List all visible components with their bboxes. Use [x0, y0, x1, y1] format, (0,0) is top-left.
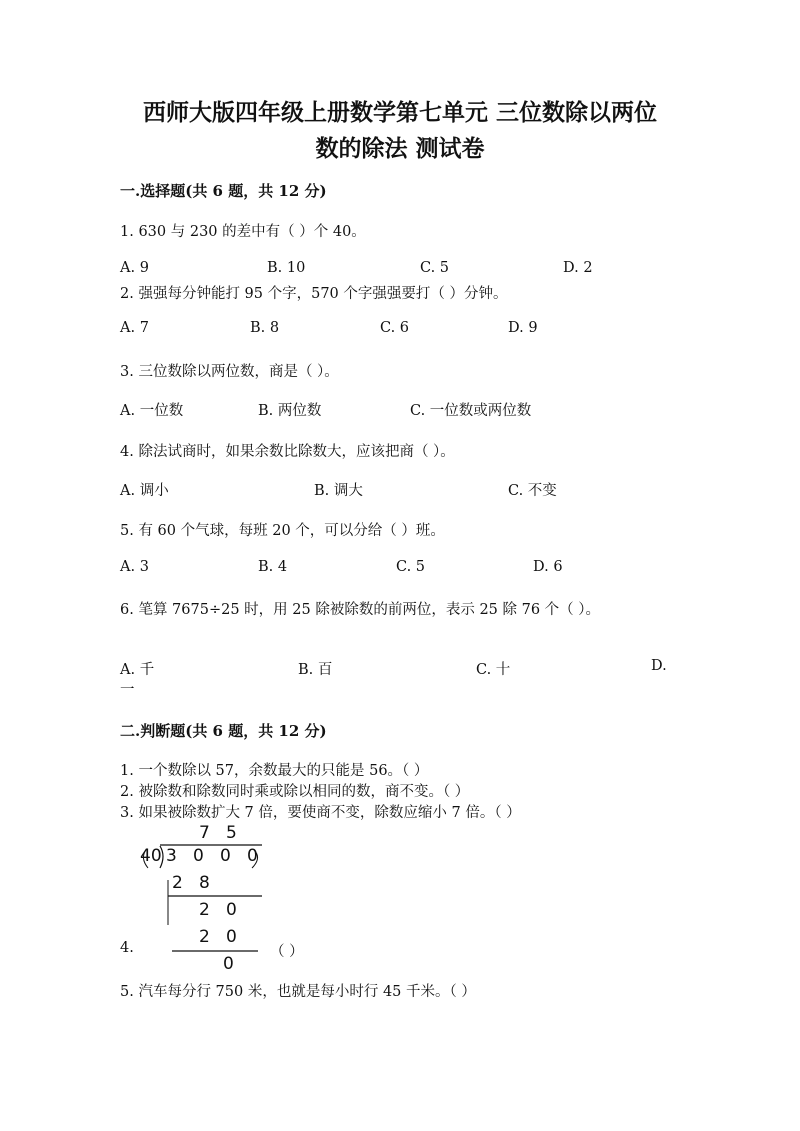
question-3: 3. 三位数除以两位数，商是（ ）。 — [120, 364, 339, 380]
q1-option-d[interactable]: D. 2 — [563, 260, 593, 276]
division-remainder: 0 — [223, 954, 234, 974]
q3-option-a[interactable]: A. 一位数 — [120, 403, 184, 419]
question-1: 1. 630 与 230 的差中有（ ）个 40。 — [120, 224, 366, 240]
q3-option-c[interactable]: C. 一位数或两位数 — [410, 403, 532, 419]
division-dividend-digit-2: 0 — [193, 846, 204, 866]
division-step1-digit-2: 8 — [199, 873, 210, 893]
q4-option-a[interactable]: A. 调小 — [120, 483, 169, 499]
judge-question-3: 3. 如果被除数扩大 7 倍，要使商不变，除数应缩小 7 倍。（ ） — [120, 805, 521, 821]
q6-option-d[interactable]: D. — [651, 658, 667, 674]
division-divisor: 40 — [140, 846, 162, 866]
question-6: 6. 笔算 7675÷25 时，用 25 除被除数的前两位，表示 25 除 76 个（ ）。 — [120, 602, 601, 618]
q1-option-b[interactable]: B. 10 — [267, 260, 306, 276]
q5-option-c[interactable]: C. 5 — [396, 559, 426, 575]
question-5: 5. 有 60 个气球，每班 20 个，可以分给（ ）班。 — [120, 523, 445, 539]
section-heading-choice: 一.选择题(共 6 题，共 12 分) — [120, 182, 327, 200]
q5-option-b[interactable]: B. 4 — [258, 559, 288, 575]
q2-option-b[interactable]: B. 8 — [250, 320, 280, 336]
division-step1-digit-1: 2 — [172, 873, 183, 893]
q2-option-d[interactable]: D. 9 — [508, 320, 538, 336]
q6-option-a[interactable]: A. 千 — [120, 662, 155, 678]
q5-option-a[interactable]: A. 3 — [120, 559, 149, 575]
q6-option-c[interactable]: C. 十 — [476, 662, 511, 678]
division-bracket-line — [160, 846, 163, 868]
division-step2-digit-1: 2 — [199, 900, 210, 920]
q3-option-b[interactable]: B. 两位数 — [258, 403, 322, 419]
q1-option-a[interactable]: A. 9 — [120, 260, 149, 276]
q6-option-d-wrap: 一 — [120, 682, 135, 698]
q4-option-b[interactable]: B. 调大 — [314, 483, 363, 499]
division-step2-digit-2: 0 — [226, 900, 237, 920]
division-dividend-digit-1: 3 — [166, 846, 177, 866]
division-step3-digit-1: 2 — [199, 927, 210, 947]
q4-option-c[interactable]: C. 不变 — [508, 483, 557, 499]
q5-option-d[interactable]: D. 6 — [533, 559, 563, 575]
question-4: 4. 除法试商时，如果余数比除数大，应该把商（ ）。 — [120, 444, 455, 460]
page-title-line-1: 西师大版四年级上册数学第七单元 三位数除以两位 — [142, 99, 657, 126]
division-quotient-digit-2: 5 — [226, 823, 237, 843]
judge-question-5: 5. 汽车每分行 750 米，也就是每小时行 45 千米。（ ） — [120, 984, 476, 1000]
q2-option-c[interactable]: C. 6 — [380, 320, 410, 336]
division-dividend-digit-3: 0 — [220, 846, 231, 866]
judge-question-4-number: 4. — [120, 940, 134, 956]
q2-option-a[interactable]: A. 7 — [120, 320, 149, 336]
q6-option-b[interactable]: B. 百 — [298, 662, 333, 678]
division-quotient-digit-1: 7 — [199, 823, 210, 843]
judge-question-2: 2. 被除数和除数同时乘或除以相同的数，商不变。（ ） — [120, 784, 470, 800]
q1-option-c[interactable]: C. 5 — [420, 260, 450, 276]
page-title-line-2: 数的除法 测试卷 — [315, 135, 485, 162]
division-step3-digit-2: 0 — [226, 927, 237, 947]
division-dividend-digit-4: 0 — [247, 846, 258, 866]
judge-question-1: 1. 一个数除以 57，余数最大的只能是 56。（ ） — [120, 763, 429, 779]
question-2: 2. 强强每分钟能打 95 个字，570 个字强强要打（ ）分钟。 — [120, 286, 508, 302]
division-carry-mark — [252, 850, 258, 868]
section-heading-judge: 二.判断题(共 6 题，共 12 分) — [120, 722, 327, 740]
judge-question-4-paren: （ ） — [270, 944, 304, 960]
division-divisor-mark — [143, 850, 148, 868]
